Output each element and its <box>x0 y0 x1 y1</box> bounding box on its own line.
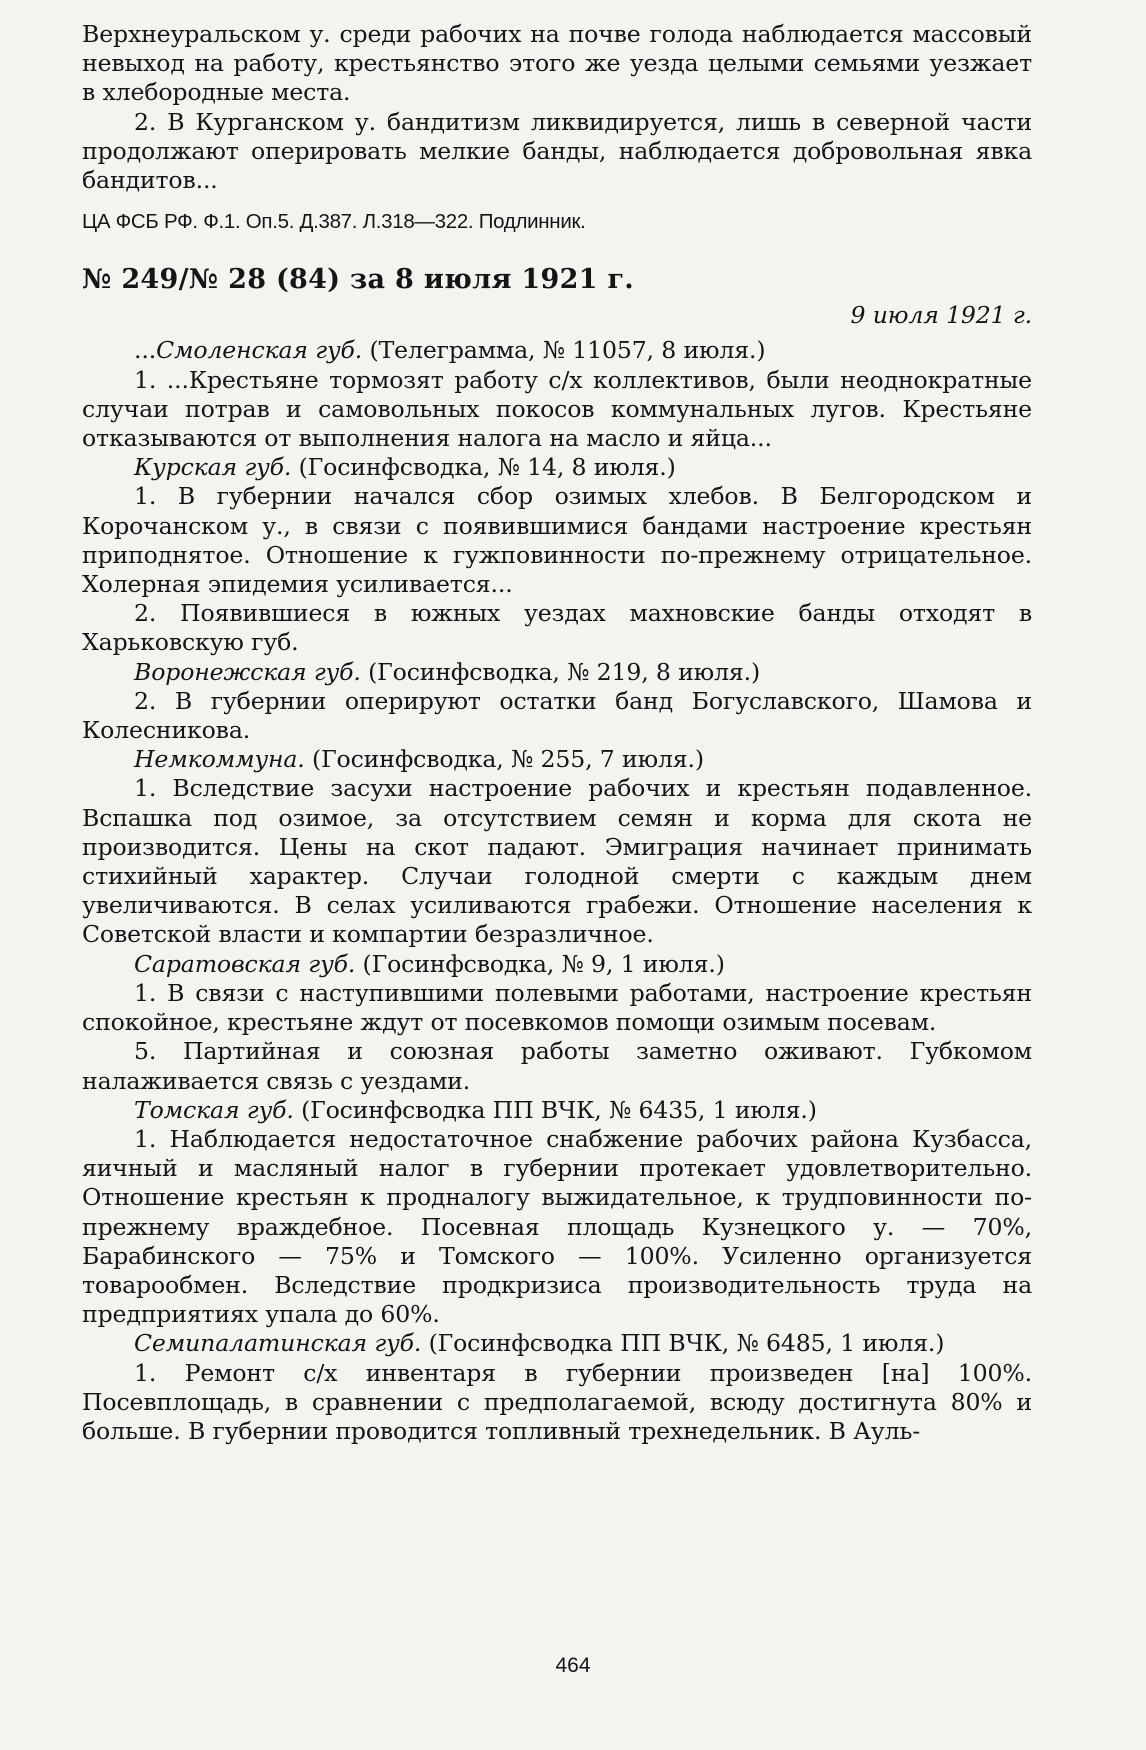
section-prefix: ... <box>134 336 157 365</box>
section-source: (Телеграмма, № 11057, 8 июля.) <box>362 336 766 365</box>
section-source: (Госинфсводка, № 219, 8 июля.) <box>360 657 761 686</box>
section-region: Томская губ. <box>134 1095 294 1124</box>
section-source: (Госинфсводка, № 14, 8 июля.) <box>291 453 676 482</box>
section-paragraph: 1. В губернии начался сбор озимых хлебов. В Белгородском и Корочанском у., в связи с появившимися бандами настроение крестьян приподнятое. Отношение к гужповинности по-прежнему отрицательное. Холерная эпидемия усиливается... <box>82 482 1032 599</box>
section-region: Семипалатинская губ. <box>134 1329 422 1358</box>
section-source: (Госинфсводка, № 255, 7 июля.) <box>304 745 704 774</box>
section-source-line <box>82 745 1032 774</box>
section-source-line <box>82 336 1032 365</box>
section-source-line <box>82 453 1032 482</box>
intro-paragraph-2: 2. В Курганском у. бандитизм ликвидируется, лишь в северной части продолжают оперировать мелкие банды, наблюдается добровольная явка бандитов... <box>82 107 1032 195</box>
section-source-line <box>82 658 1032 687</box>
report-sections <box>82 336 1032 1446</box>
section-paragraph: 1. Вследствие засухи настроение рабочих и крестьян подавленное. Вспашка под озимое, за отсутствием семян и корма для скота не производится. Цены на скот падают. Эмиграция начинает принимать стихийный характер. Случаи голодной смерти с каждым днем увеличиваются. В селах усиливаются грабежи. Отношение населения к Советской власти и компартии безразличное. <box>82 774 1032 949</box>
section-region: Немкоммуна. <box>134 745 305 774</box>
intro-paragraph-1: Верхнеуральском у. среди рабочих на почве голода наблюдается массовый невыход на работу, крестьянство этого же уезда целыми семьями уезжает в хлебородные места. <box>82 20 1032 107</box>
section-paragraph: 1. В связи с наступившими полевыми работами, настроение крестьян спокойное, крестьяне ждут от посевкомов помощи озимым посевам. <box>82 978 1032 1037</box>
section-source-line <box>82 950 1032 979</box>
document-page <box>82 20 1032 1446</box>
document-title: № 249/№ 28 (84) за 8 июля 1921 г. <box>82 264 635 296</box>
document-date: 9 июля 1921 г. <box>850 301 1032 330</box>
section-source: (Госинфсводка ПП ВЧК, № 6435, 1 июля.) <box>293 1095 817 1124</box>
section-source-line <box>82 1096 1032 1125</box>
section-paragraph: 2. Появившиеся в южных уездах махновские банды отходят в Харьковскую губ. <box>82 599 1032 657</box>
section-paragraph: 1. ...Крестьяне тормозят работу с/х коллективов, были неоднократные случаи потрав и самовольных покосов коммунальных лугов. Крестьяне отказываются от выполнения налога на масло и яйца... <box>82 365 1032 453</box>
section-paragraph: 1. Ремонт с/х инвентаря в губернии произведен [на] 100%. Посевплощадь, в сравнении с предполагаемой, всюду достигнута 80% и больше. В губернии проводится топливный трехнедельник. В Ауль- <box>82 1358 1032 1445</box>
section-paragraph: 2. В губернии оперируют остатки банд Богуславского, Шамова и Колесникова. <box>82 686 1032 745</box>
section-source-line <box>82 1329 1032 1358</box>
section-region: Смоленская губ. <box>156 336 363 365</box>
section-paragraph: 5. Партийная и союзная работы заметно оживают. Губкомом налаживается связь с уездами. <box>82 1037 1032 1095</box>
section-source: (Госинфсводка ПП ВЧК, № 6485, 1 июля.) <box>421 1329 945 1358</box>
page-number: 464 <box>555 1654 591 1677</box>
section-source: (Госинфсводка, № 9, 1 июля.) <box>355 949 725 978</box>
section-region: Воронежская губ. <box>134 657 361 686</box>
section-region: Курская губ. <box>134 453 292 482</box>
archive-reference: ЦА ФСБ РФ. Ф.1. Оп.5. Д.387. Л.318—322. Подлинник. <box>82 210 586 234</box>
section-paragraph: 1. Наблюдается недостаточное снабжение рабочих района Кузбасса, яичный и масляный налог в губернии протекает удовлетворительно. Отношение крестьян к продналогу выжидательное, к трудповинности по-прежнему враждебное. Посевная площадь Кузнецкого у. — 70%, Барабинского — 75% и Томского — 100%. Усиленно организуется товарообмен. Вследствие продкризиса производительность труда на предприятиях упала до 60%. <box>82 1124 1032 1329</box>
section-region: Саратовская губ. <box>134 949 356 978</box>
